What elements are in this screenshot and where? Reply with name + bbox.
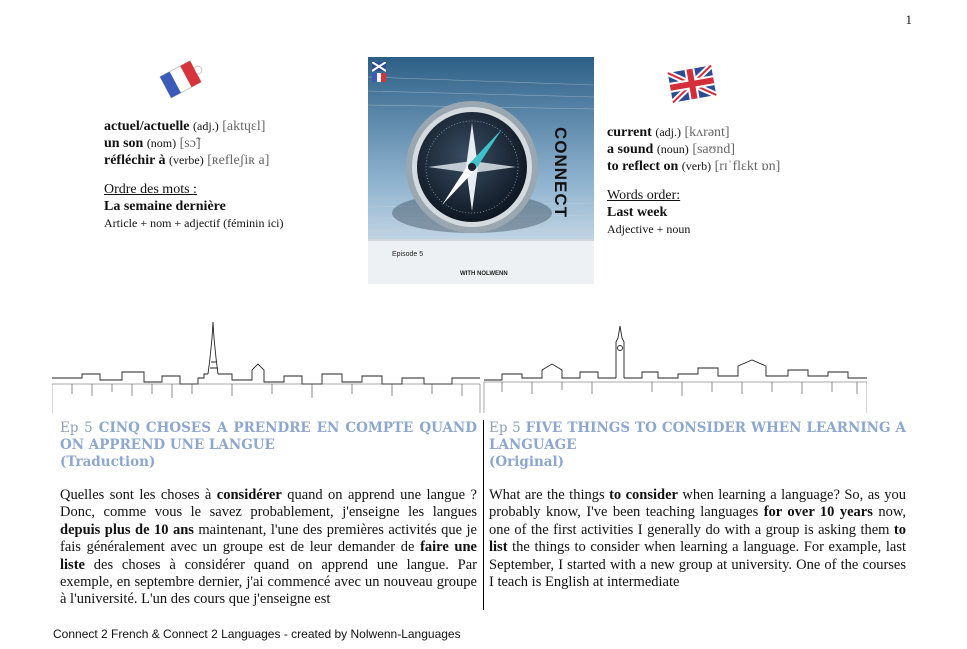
paragraph-text: What are the things to consider when learning a language? So, as you probably know, I've been teaching languages for over 10 years now, one of the first activities I generally do with a group is asking them to list the things to consider when learning a language. For example, last September, I started with a new group at university. One of the courses I teach is English at intermediate	[489, 487, 907, 591]
vocab-item: to reflect on (verb) [rɪˈflɛkt ɒn]	[607, 159, 781, 174]
section-title: Ep 5 CINQ CHOSES A PRENDRE EN COMPTE QUAND ON APPREND UNE LANGUE	[60, 420, 477, 453]
word-order-rule: Article + nom + adjectif (féminin ici)	[104, 216, 284, 230]
column-divider	[483, 420, 484, 610]
word-order-heading: Ordre des mots :	[104, 182, 197, 197]
cover-episode: Episode 5	[392, 251, 424, 258]
section-title: Ep 5 FIVE THINGS TO CONSIDER WHEN LEARNING A LANGUAGE	[489, 420, 906, 453]
city-skyline-illustration	[52, 318, 867, 413]
vocab-english	[607, 124, 847, 238]
paragraph-text: Quelles sont les choses à considérer quand on apprend une langue ? Donc, comme vous le savez probablement, j'enseigne les langues depuis plus de 10 ans maintenant, l'une des premières activités que je fais généralement avec un groupe est de leur demander de faire une liste des choses à considérer quand on apprend une langue. Par exemple, en septembre dernier, j'ai commencé avec un nouveau groupe à l'université. L'un des cours que j'enseigne est	[60, 487, 477, 608]
vocab-item: a sound (noun) [saʊnd]	[607, 142, 735, 157]
uk-flag-puzzle-icon	[666, 61, 718, 107]
vocab-french	[104, 118, 344, 232]
flag-icons	[372, 62, 386, 86]
english-column	[489, 420, 906, 591]
french-flag-puzzle-icon	[155, 57, 207, 99]
vocab-item: actuel/actuelle (adj.) [aktɥɛl]	[104, 119, 266, 134]
vocab-item: un son (nom) [sɔ̃]	[104, 136, 201, 151]
podcast-cover-image	[368, 57, 594, 284]
footer-text: Connect 2 French & Connect 2 Languages - created by Nolwenn-Languages	[53, 627, 461, 641]
word-order-heading: Words order:	[607, 188, 681, 203]
page-number: 1	[905, 12, 912, 27]
word-order-phrase: La semaine dernière	[104, 199, 226, 214]
cover-with: WITH NOLWENN	[460, 271, 508, 277]
french-column	[60, 420, 477, 609]
word-order-phrase: Last week	[607, 205, 668, 220]
section-subtitle: (Original)	[489, 454, 565, 470]
word-order-rule: Adjective + noun	[607, 222, 691, 236]
vocab-item: current (adj.) [kʌrənt]	[607, 125, 730, 140]
vocab-item: réfléchir à (verbe) [ʀefleʃiʀ a]	[104, 153, 270, 168]
cover-brand: CONNECT	[551, 127, 570, 219]
section-subtitle: (Traduction)	[60, 454, 156, 470]
